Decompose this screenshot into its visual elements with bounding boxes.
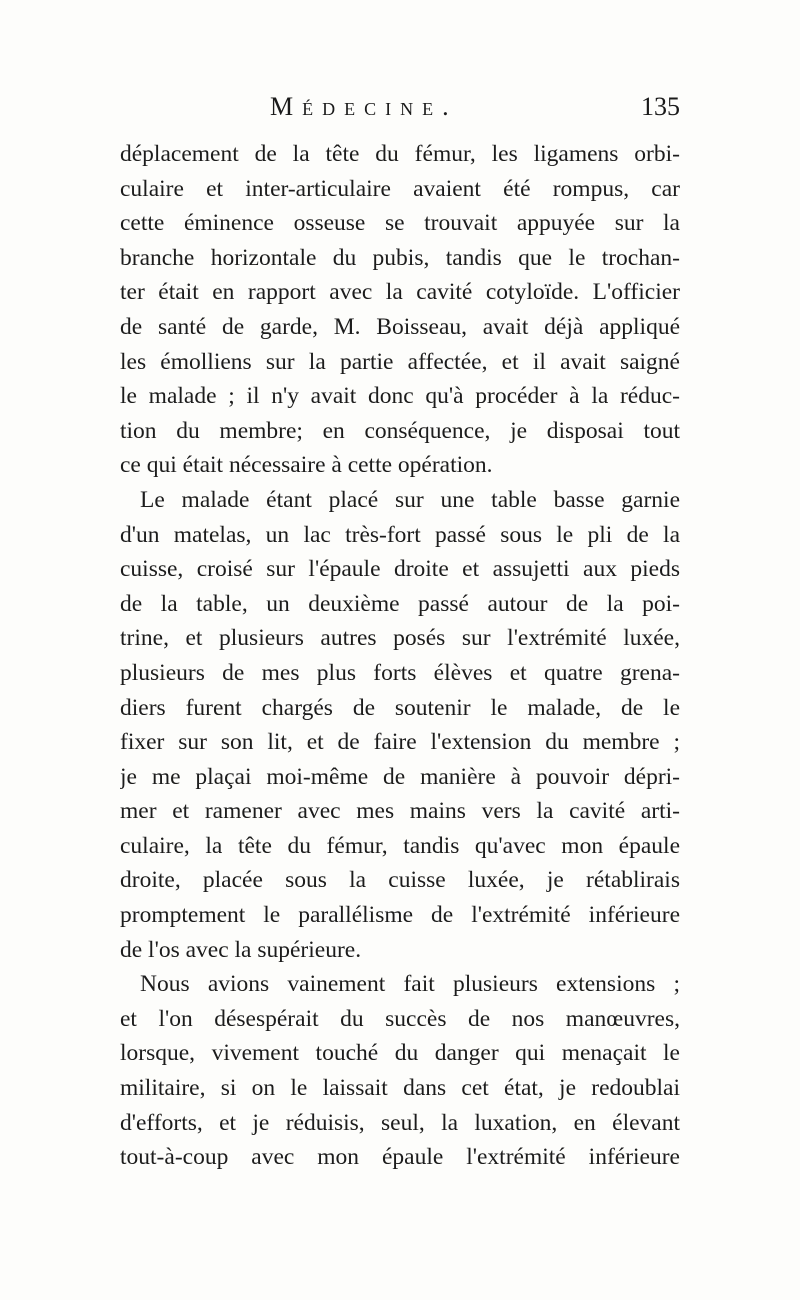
text-line: mer et ramener avec mes mains vers la cavité arti- [120, 798, 680, 825]
running-head [120, 92, 680, 128]
text-line: ter était en rapport avec la cavité cotyloïde. L'officier [120, 279, 680, 306]
running-title: Médecine. [270, 92, 458, 121]
body-text [120, 137, 680, 1175]
text-line: lorsque, vivement touché du danger qui menaçait le [120, 1040, 680, 1067]
text-line: déplacement de la tête du fémur, les ligamens orbi- [120, 141, 680, 167]
text-line: trine, et plusieurs autres posés sur l'extrémité luxée, [120, 625, 680, 652]
paragraph-start-line: Nous avions vainement fait plusieurs extensions ; [140, 971, 680, 998]
text-line: cette éminence osseuse se trouvait appuyée sur la [120, 210, 680, 237]
text-line: droite, placée sous la cuisse luxée, je rétablirais [120, 867, 680, 894]
text-line: diers furent chargés de soutenir le malade, de le [120, 694, 680, 721]
text-line: culaire, la tête du fémur, tandis qu'avec mon épaule [120, 832, 680, 859]
text-line: et l'on désespérait du succès de nos manœuvres, [120, 1005, 680, 1032]
text-line: promptement le parallélisme de l'extrémité inférieure [120, 902, 680, 929]
text-line: branche horizontale du pubis, tandis que le trochan- [120, 244, 680, 271]
text-line: de l'os avec la supérieure. [120, 936, 362, 963]
text-line: de santé de garde, M. Boisseau, avait déjà appliqué [120, 313, 680, 340]
text-line: tion du membre; en conséquence, je disposai tout [120, 417, 680, 444]
page-number: 135 [641, 92, 680, 121]
text-line: militaire, si on le laissait dans cet état, je redoublai [120, 1075, 680, 1102]
text-line: tout-à-coup avec mon épaule l'extrémité inférieure [120, 1144, 680, 1171]
text-line: je me plaçai moi-même de manière à pouvoir dépri- [120, 763, 680, 790]
text-line: de la table, un deuxième passé autour de la poi- [120, 590, 680, 617]
text-line: d'efforts, et je réduisis, seul, la luxation, en élevant [120, 1109, 680, 1136]
text-line: fixer sur son lit, et de faire l'extension du membre ; [120, 729, 680, 756]
text-line: le malade ; il n'y avait donc qu'à procéder à la réduc- [120, 383, 680, 410]
paragraph-start-line: Le malade étant placé sur une table basse garnie [140, 486, 680, 513]
text-line: plusieurs de mes plus forts élèves et quatre grena- [120, 659, 680, 686]
text-line: d'un matelas, un lac très-fort passé sous le pli de la [120, 521, 680, 548]
text-line: les émolliens sur la partie affectée, et il avait saigné [120, 348, 680, 375]
text-line: cuisse, croisé sur l'épaule droite et assujetti aux pieds [120, 556, 680, 583]
text-line: culaire et inter-articulaire avaient été rompus, car [120, 175, 680, 202]
text-line: ce qui était nécessaire à cette opération. [120, 452, 493, 479]
